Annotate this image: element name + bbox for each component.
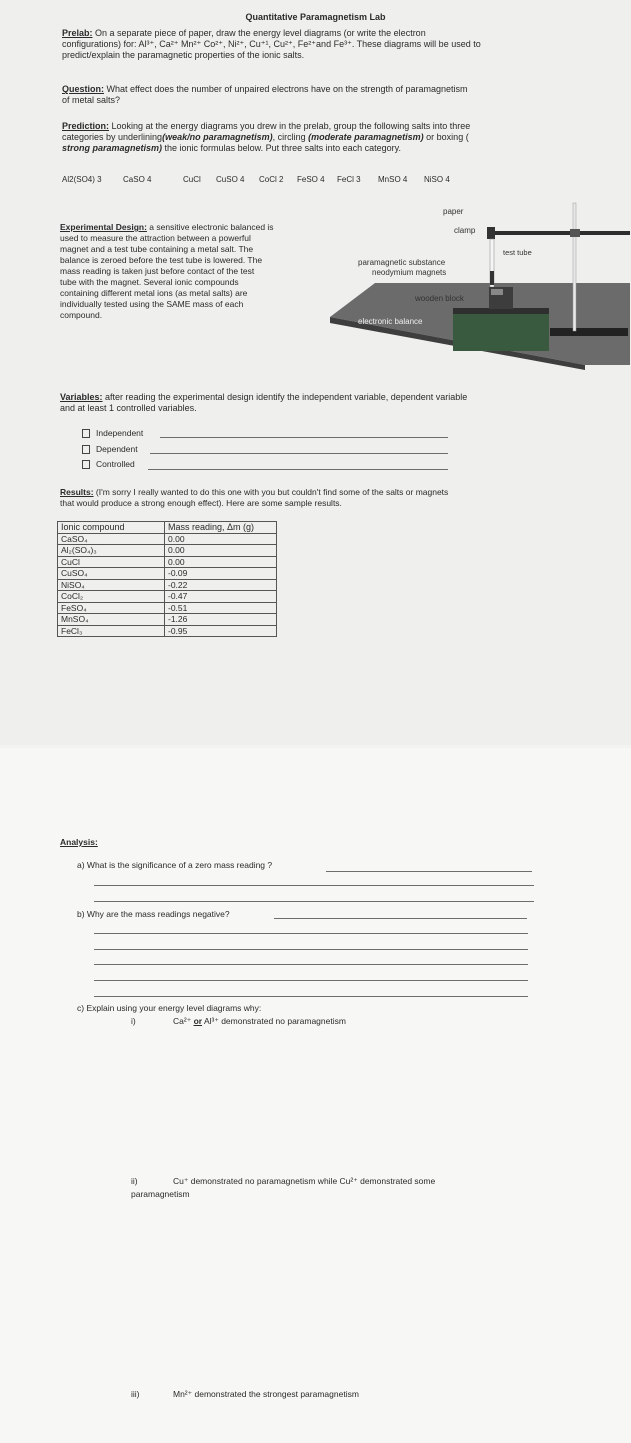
checkbox-icon[interactable] <box>82 460 90 469</box>
answer-line[interactable] <box>94 949 528 950</box>
design-line: a sensitive electronic balanced is <box>146 222 274 232</box>
design-label: Experimental Design: <box>60 222 147 232</box>
variables-label: Variables: <box>60 392 103 402</box>
stand-rod <box>573 203 576 331</box>
answer-line[interactable] <box>326 871 532 872</box>
answer-line[interactable] <box>94 885 534 886</box>
prediction-text-1: Looking at the energy diagrams you drew in the prelab, group the following salts into three <box>109 121 471 131</box>
compound-cell: CuCl <box>58 556 165 568</box>
checkbox-icon[interactable] <box>82 429 90 438</box>
mass-cell: 0.00 <box>165 533 277 545</box>
clamp-arm <box>490 231 630 235</box>
table-row <box>58 591 277 603</box>
compound-cell: MnSO₄ <box>58 614 165 626</box>
answer-line[interactable] <box>94 980 528 981</box>
question-c-ii: Cu⁺ demonstrated no paramagnetism while Cu²⁺ demonstrated some <box>173 1176 436 1186</box>
table-row <box>58 568 277 580</box>
answer-line[interactable] <box>274 918 527 919</box>
variable-independent <box>82 428 143 439</box>
table-row <box>58 556 277 568</box>
prediction-label: Prediction: <box>62 121 110 131</box>
variable-label: Independent <box>96 428 144 438</box>
question-a: a) What is the significance of a zero mass reading ? <box>77 860 273 870</box>
apparatus-diagram <box>330 195 630 370</box>
results-text-1: (I'm sorry I really wanted to do this one with you but couldn't find some of the salts or magnets <box>93 487 449 497</box>
ci-ion-a: Ca²⁺ <box>173 1016 192 1026</box>
prediction-section <box>62 121 582 154</box>
prediction-weak: (weak/no paramagnetism) <box>162 132 273 142</box>
prelab-text-2: configurations) for: Al³⁺, Ca²⁺ Mn²⁺ Co²⁺, Ni²⁺, Cu⁺¹, Cu²⁺, Fe²⁺and Fe³⁺. These diagrams will be used to <box>62 39 481 49</box>
label-paper: paper <box>443 207 464 216</box>
salt-item: CuSO 4 <box>216 175 245 184</box>
prelab-section <box>62 28 582 61</box>
table-header-row <box>58 522 277 534</box>
question-b: b) Why are the mass readings negative? <box>77 909 230 919</box>
compound-cell: CoCl₂ <box>58 591 165 603</box>
variables-section <box>60 392 580 414</box>
experimental-design <box>60 222 335 321</box>
salt-item: Al2(SO4) 3 <box>62 175 102 184</box>
answer-line[interactable] <box>150 453 448 454</box>
variable-label: Controlled <box>96 459 135 469</box>
answer-line[interactable] <box>94 933 528 934</box>
salt-item: NiSO 4 <box>424 175 450 184</box>
table-row <box>58 602 277 614</box>
prediction-text-2e: or boxing ( <box>423 132 469 142</box>
clamp-icon <box>487 227 495 239</box>
design-line: tube with the magnet. Several ionic compounds <box>60 277 239 287</box>
results-text-2: that would produce a strong enough effect). Here are some sample results. <box>60 498 342 508</box>
analysis-label: Analysis: <box>60 837 98 847</box>
stand-base <box>550 328 628 336</box>
substance-icon <box>490 271 494 285</box>
question-text-1: What effect does the number of unpaired electrons have on the strength of paramagnetism <box>104 84 468 94</box>
salt-item: FeSO 4 <box>297 175 325 184</box>
table-row <box>58 579 277 591</box>
question-c-ii-number: ii) <box>131 1176 138 1186</box>
label-magnets: neodymium magnets <box>372 268 447 277</box>
label-balance: electronic balance <box>358 317 423 326</box>
design-line: compound. <box>60 310 103 320</box>
mass-cell: 0.00 <box>165 556 277 568</box>
checkbox-icon[interactable] <box>82 445 90 454</box>
page-title: Quantitative Paramagnetism Lab <box>245 12 386 22</box>
question-text-2: of metal salts? <box>62 95 121 105</box>
salt-item: CoCl 2 <box>259 175 284 184</box>
question-c-iii: Mn²⁺ demonstrated the strongest paramagnetism <box>173 1389 359 1399</box>
answer-line[interactable] <box>94 964 528 965</box>
results-table <box>57 521 277 637</box>
results-label: Results: <box>60 487 94 497</box>
ci-text: Al³⁺ demonstrated no paramagnetism <box>202 1016 346 1026</box>
design-line: mass reading is taken just before contact of the test <box>60 266 255 276</box>
mass-cell: -0.51 <box>165 602 277 614</box>
question-c-i <box>173 1016 346 1027</box>
variable-label: Dependent <box>96 444 138 454</box>
prelab-text-1: On a separate piece of paper, draw the energy level diagrams (or write the electron <box>92 28 426 38</box>
table-row <box>58 614 277 626</box>
compound-cell: NiSO₄ <box>58 579 165 591</box>
design-line: balance is zeroed before the test tube is lowered. The <box>60 255 263 265</box>
table-row <box>58 625 277 637</box>
prediction-text-2c: , circling <box>272 132 309 142</box>
clamp-boss-icon <box>570 229 580 237</box>
results-section <box>60 487 600 509</box>
compound-cell: CaSO₄ <box>58 533 165 545</box>
mass-cell: -1.26 <box>165 614 277 626</box>
salt-item: CaSO 4 <box>123 175 152 184</box>
prediction-text-3b: the ionic formulas below. Put three salts into each category. <box>162 143 401 153</box>
mass-cell: 0.00 <box>165 545 277 557</box>
mass-cell: -0.09 <box>165 568 277 580</box>
ci-or: or <box>193 1016 203 1026</box>
analysis-heading <box>60 837 98 848</box>
column-header: Mass reading, Δm (g) <box>165 522 277 534</box>
label-clamp: clamp <box>454 226 476 235</box>
mass-cell: -0.22 <box>165 579 277 591</box>
prediction-moderate: (moderate paramagnetism) <box>308 132 424 142</box>
column-header: Ionic compound <box>58 522 165 534</box>
salts-row <box>0 175 631 187</box>
question-c-ii-cont: paramagnetism <box>131 1189 190 1199</box>
answer-line[interactable] <box>94 996 528 997</box>
salt-item: MnSO 4 <box>378 175 408 184</box>
design-line: containing different metal ions (as metal salts) are <box>60 288 248 298</box>
variables-text-2: and at least 1 controlled variables. <box>60 403 197 413</box>
design-line: individually tested using the SAME mass of each <box>60 299 244 309</box>
variable-dependent <box>82 444 138 455</box>
label-substance: paramagnetic substance <box>358 258 446 267</box>
question-c-iii-number: iii) <box>131 1389 140 1399</box>
answer-line[interactable] <box>160 437 448 438</box>
table-row <box>58 545 277 557</box>
mass-cell: -0.47 <box>165 591 277 603</box>
design-line: magnet and a test tube containing a metal salt. The <box>60 244 254 254</box>
mass-cell: -0.95 <box>165 625 277 637</box>
variables-text-1: after reading the experimental design identify the independent variable, dependent variable <box>102 392 468 402</box>
balance-icon <box>453 308 549 351</box>
prediction-strong: strong paramagnetism) <box>62 143 163 153</box>
label-block: wooden block <box>415 294 464 303</box>
label-test-tube: test tube <box>503 248 532 257</box>
prediction-text-2a: categories by underlining <box>62 132 163 142</box>
question-c-i-number: i) <box>131 1016 136 1026</box>
variable-controlled <box>82 459 135 470</box>
question-label: Question: <box>62 84 104 94</box>
magnets-icon <box>491 289 503 295</box>
prelab-text-3: predict/explain the paramagnetic properties of the ionic salts. <box>62 50 305 60</box>
salt-item: CuCl <box>183 175 201 184</box>
answer-line[interactable] <box>148 469 448 470</box>
compound-cell: FeSO₄ <box>58 602 165 614</box>
compound-cell: CuSO₄ <box>58 568 165 580</box>
design-line: used to measure the attraction between a powerful <box>60 233 251 243</box>
salt-item: FeCl 3 <box>337 175 361 184</box>
answer-line[interactable] <box>94 901 534 902</box>
page-2 <box>0 748 631 1443</box>
compound-cell: Al₂(SO₄)₃ <box>58 545 165 557</box>
table-row <box>58 533 277 545</box>
question-c: c) Explain using your energy level diagrams why: <box>77 1003 262 1013</box>
compound-cell: FeCl₃ <box>58 625 165 637</box>
prelab-label: Prelab: <box>62 28 93 38</box>
question-section <box>62 84 582 106</box>
